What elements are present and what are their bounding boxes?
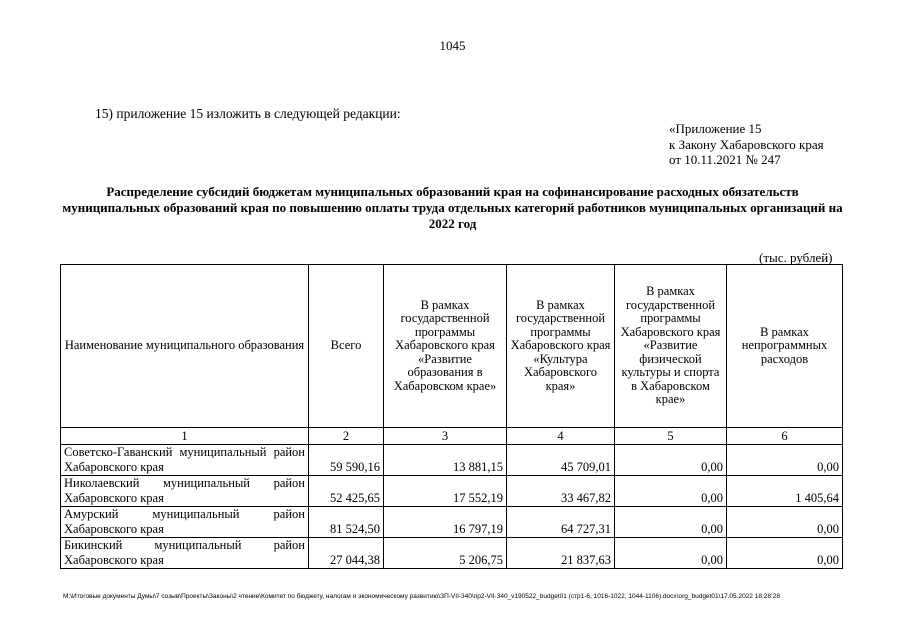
header-education-program: В рамках государственной программы Хабаровского края «Развитие образования в Хабаровском крае» (384, 265, 507, 428)
education-value: 17 552,19 (384, 476, 507, 507)
table-header-row (61, 265, 843, 428)
page-number: 1045 (439, 38, 466, 53)
municipality-name: Амурский муниципальный район Хабаровского края (61, 507, 309, 538)
culture-value: 64 727,31 (507, 507, 615, 538)
units-label: (тыс. рублей) (759, 250, 833, 265)
culture-value: 21 837,63 (507, 538, 615, 569)
table-row (61, 476, 843, 507)
appendix-line-3: от 10.11.2021 № 247 (669, 152, 781, 167)
nonprogram-value: 0,00 (727, 507, 843, 538)
sport-value: 0,00 (615, 538, 727, 569)
nonprogram-value: 0,00 (727, 538, 843, 569)
municipality-name: Николаевский муниципальный район Хабаровского края (61, 476, 309, 507)
total-value: 52 425,65 (309, 476, 384, 507)
column-number: 5 (615, 428, 727, 445)
total-value: 59 590,16 (309, 445, 384, 476)
column-number: 2 (309, 428, 384, 445)
column-number-row (61, 428, 843, 445)
total-value: 81 524,50 (309, 507, 384, 538)
document-title: Распределение субсидий бюджетам муниципальных образований края на софинансирование расходных обязательств муниципальных образований края по повышению оплаты труда отдельных категорий работников муниципальных организаций на 2022 год (62, 184, 843, 231)
header-culture-program: В рамках государственной программы Хабаровского края «Культура Хабаровского края» (507, 265, 615, 428)
nonprogram-value: 1 405,64 (727, 476, 843, 507)
column-number: 6 (727, 428, 843, 445)
file-path-footer: M:\Итоговые документы Думы\7 созыв\Проекты\Законы\2 чтение\Комитет по бюджету, налогам и экономическому развитию\ЗП-VII-340\пр2-VII-340_v190522_budget01 (стр1-6, 1016-1022, 1044-1106).docx\org_budget01\17.05.2022 18:28:28 (63, 593, 781, 600)
column-number: 1 (61, 428, 309, 445)
header-municipality: Наименование муниципального образования (61, 265, 309, 428)
culture-value: 33 467,82 (507, 476, 615, 507)
column-number: 4 (507, 428, 615, 445)
nonprogram-value: 0,00 (727, 445, 843, 476)
appendix-line-1: «Приложение 15 (669, 121, 762, 136)
total-value: 27 044,38 (309, 538, 384, 569)
header-sport-program: В рамках государственной программы Хабаровского края «Развитие физической культуры и спорта в Хабаровском крае» (615, 265, 727, 428)
table-row (61, 538, 843, 569)
municipality-name: Советско-Гаванский муниципальный район Хабаровского края (61, 445, 309, 476)
municipality-name: Бикинский муниципальный район Хабаровского края (61, 538, 309, 569)
intro-text: 15) приложение 15 изложить в следующей редакции: (95, 106, 401, 121)
appendix-line-2: к Закону Хабаровского края (669, 136, 824, 152)
header-nonprogram: В рамках непрограммных расходов (727, 265, 843, 428)
header-total: Всего (309, 265, 384, 428)
sport-value: 0,00 (615, 476, 727, 507)
culture-value: 45 709,01 (507, 445, 615, 476)
education-value: 13 881,15 (384, 445, 507, 476)
sport-value: 0,00 (615, 445, 727, 476)
table-row (61, 445, 843, 476)
sport-value: 0,00 (615, 507, 727, 538)
table-row (61, 507, 843, 538)
education-value: 16 797,19 (384, 507, 507, 538)
education-value: 5 206,75 (384, 538, 507, 569)
column-number: 3 (384, 428, 507, 445)
subsidy-table (60, 264, 843, 569)
appendix-reference (669, 121, 824, 168)
